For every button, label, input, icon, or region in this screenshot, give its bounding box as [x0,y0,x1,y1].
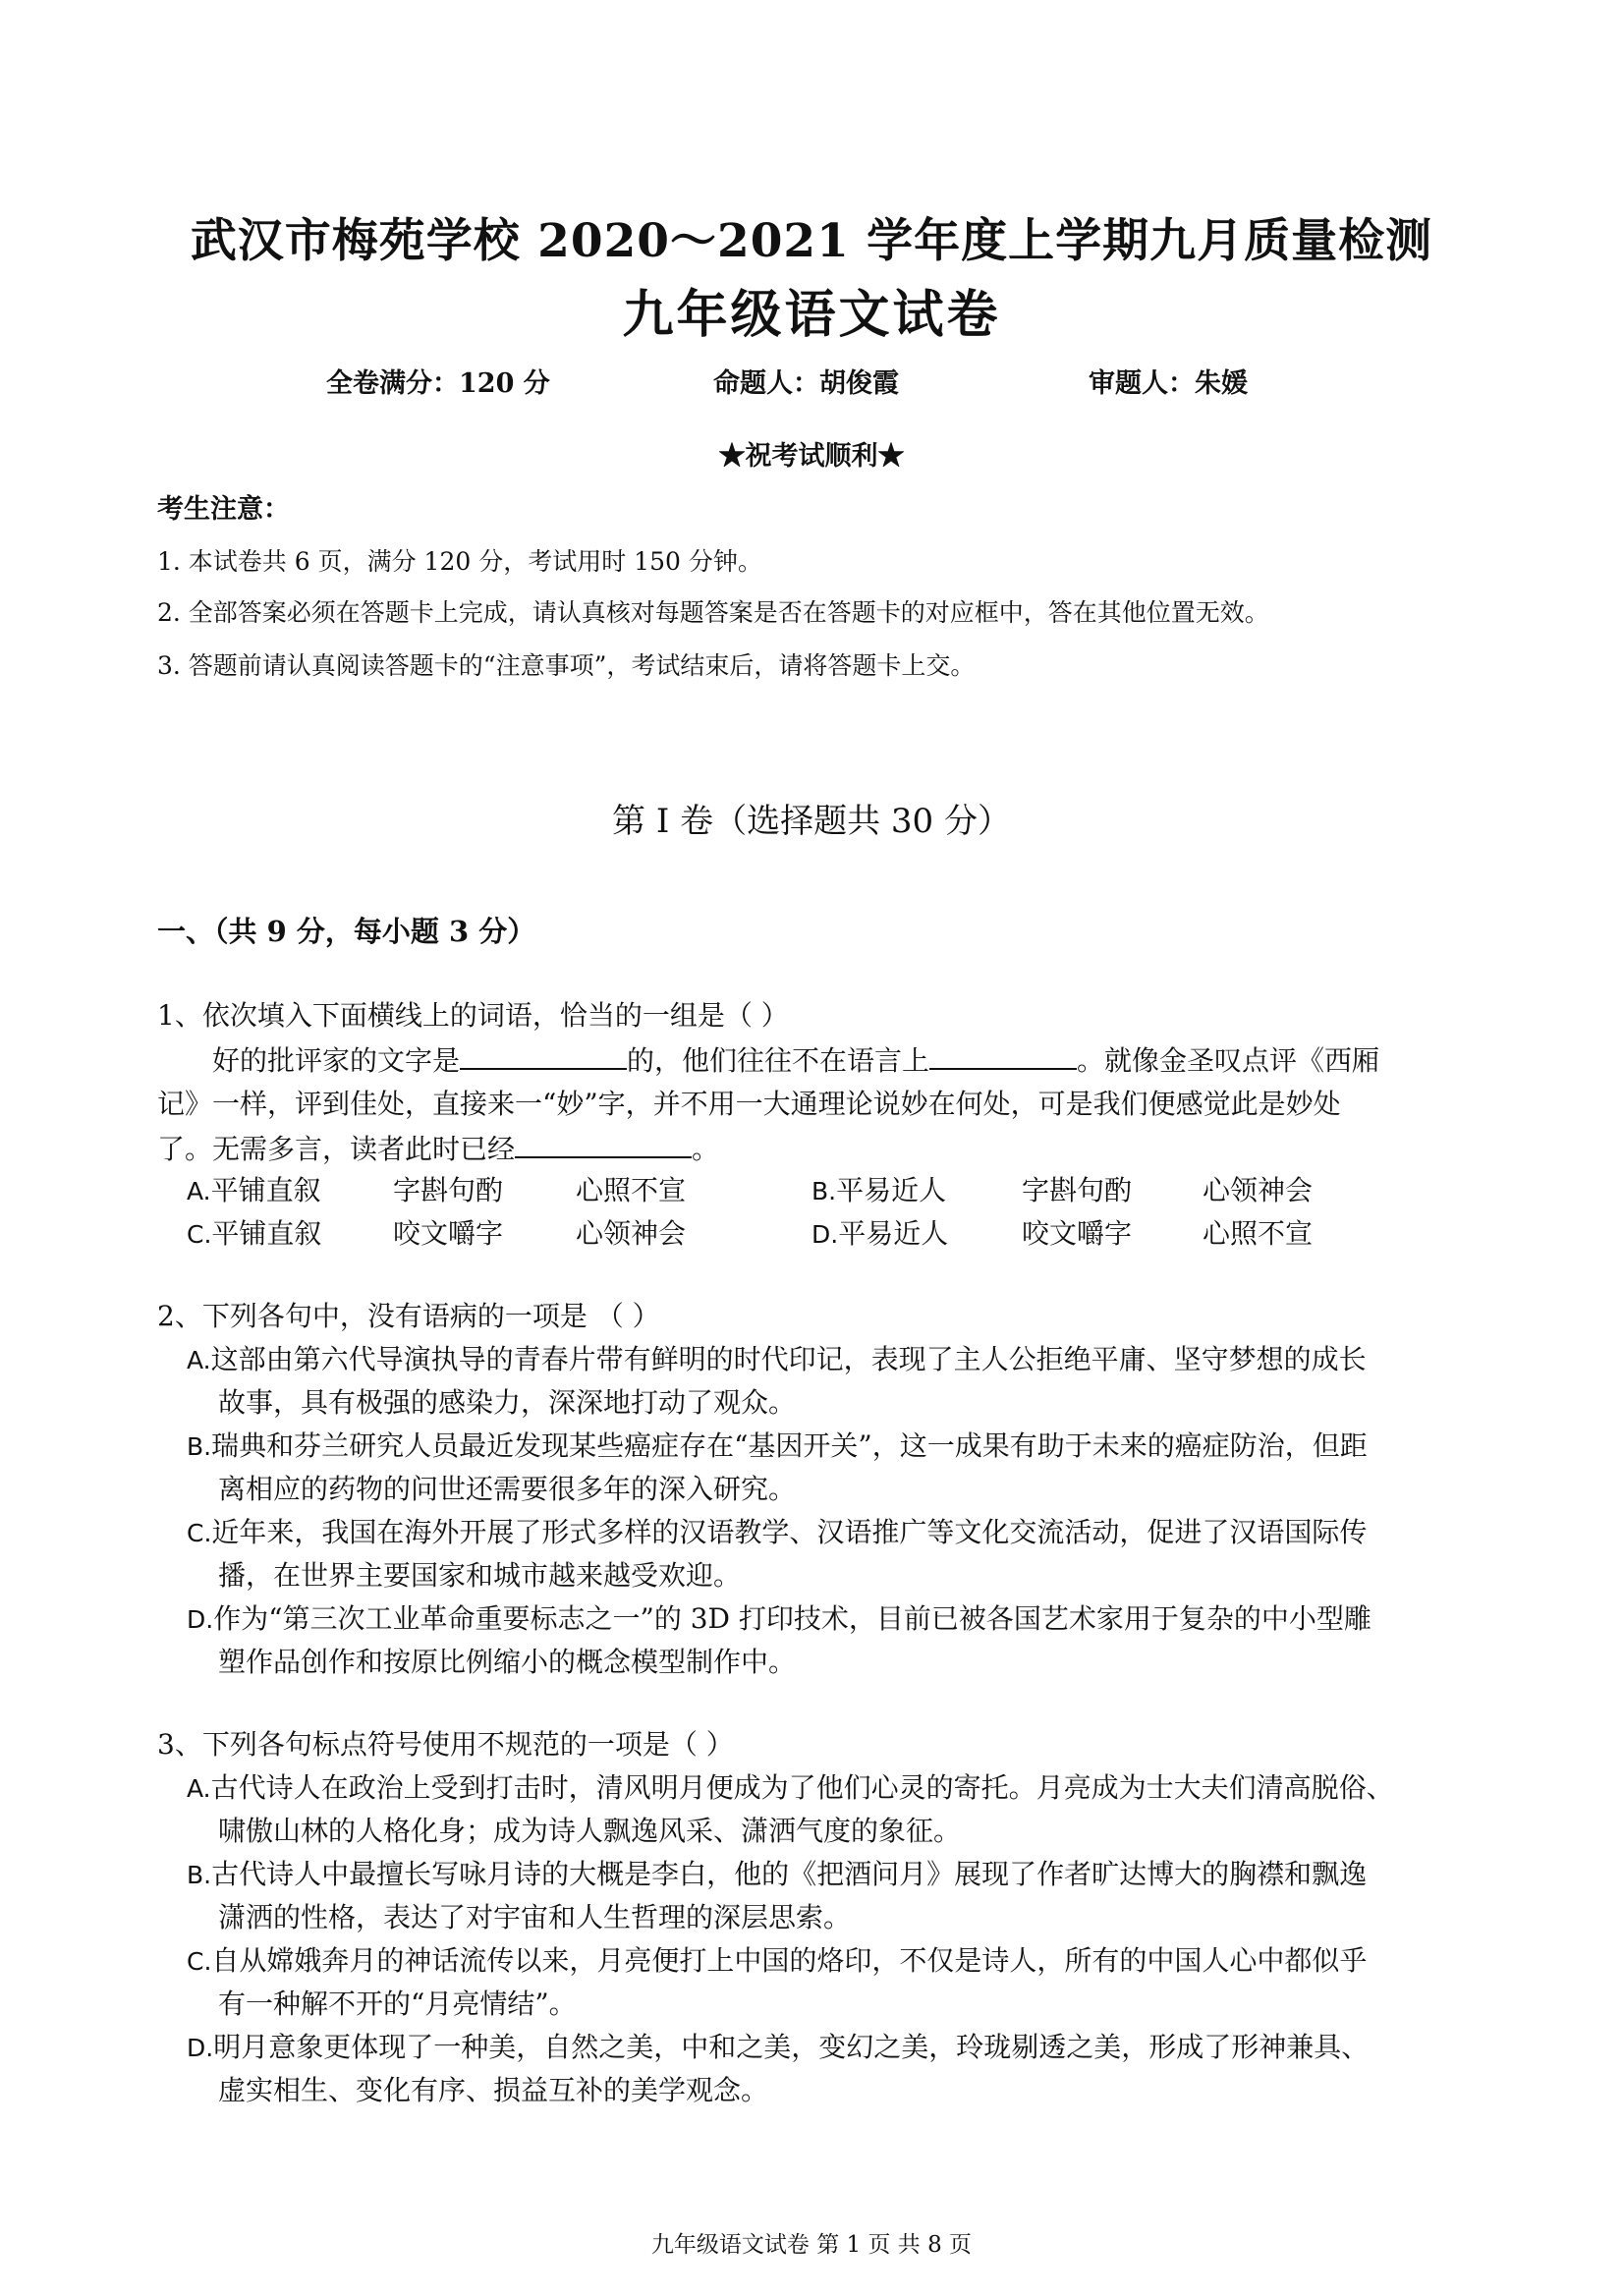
option-word: 咬文嚼字 [1022,1217,1133,1250]
option-label: A. [187,1346,211,1374]
option-text-cont: 有一种解不开的“月亮情结”。 [218,1988,577,2020]
option-text-cont: 虚实相生、变化有序、损益互补的美学观念。 [218,2074,769,2106]
option-word: 字斟句酌 [1022,1174,1133,1206]
option-text-cont: 播，在世界主要国家和城市越来越受欢迎。 [218,1559,742,1592]
q1-passage-line2: 记》一样，评到佳处，直接来一“妙”字，并不用一大通理论说妙在何处，可是我们便感觉此是妙处 [157,1088,1341,1120]
q1-blank-2 [929,1037,1077,1070]
exam-title: 武汉市梅苑学校 2020～2021 学年度上学期九月质量检测 [190,214,1433,268]
q3-option-d [187,2026,1369,2065]
notice-heading: 考生注意： [157,494,290,525]
option-word: 平铺直叙 [210,1174,321,1206]
option-label: A. [187,1177,211,1205]
option-word: 咬文嚼字 [393,1217,504,1250]
option-word: 平易近人 [836,1174,947,1206]
q1-option-a [187,1169,321,1208]
option-text: 瑞典和芬兰研究人员最近发现某些癌症存在“基因开关”，这一成果有助于未来的癌症防治，但距 [211,1429,1368,1462]
option-label: D. [187,1605,214,1634]
option-text: 作为“第三次工业革命重要标志之一”的 3D 打印技术，目前已被各国艺术家用于复杂的中小型雕 [213,1602,1371,1635]
q1-option-c [187,1212,321,1252]
option-word: 心照不宣 [1203,1217,1314,1250]
q1-blank-1 [460,1037,627,1070]
option-label: B. [812,1177,837,1205]
q1-passage-line3 [157,1126,719,1167]
option-word: 平易近人 [838,1217,949,1250]
q1-text-a: 好的批评家的文字是 [212,1043,461,1077]
option-text: 近年来，我国在海外开展了形式多样的汉语教学、汉语推广等文化交流活动，促进了汉语国际传 [211,1516,1368,1548]
q2-option-d [187,1597,1371,1637]
option-label: D. [812,1220,839,1249]
q1-option-b [812,1169,946,1208]
option-text-cont: 故事，具有极强的感染力，深深地打动了观众。 [218,1386,797,1419]
option-label: D. [187,2034,214,2062]
part-heading: 一、（共 9 分，每小题 3 分） [157,915,536,948]
q2-option-a [187,1338,1367,1377]
q1-blank-3 [515,1126,692,1158]
q1-stem: 1、依次填入下面横线上的词语，恰当的一组是（ ） [157,999,789,1032]
q2-option-b [187,1425,1368,1464]
option-word: 平铺直叙 [211,1217,322,1250]
q1-text-b: 的，他们往往不在语言上 [627,1043,930,1077]
option-label: C. [187,1947,212,1976]
option-label: C. [187,1220,212,1249]
option-text: 自从嫦娥奔月的神话流传以来，月亮便打上中国的烙印，不仅是诗人，所有的中国人心中都似乎 [211,1944,1368,1977]
q2-stem: 2、下列各句中，没有语病的一项是 （ ） [157,1300,660,1332]
option-word: 字斟句酌 [393,1174,504,1206]
option-word: 心领神会 [576,1217,687,1250]
option-label: B. [187,1861,212,1889]
q3-option-c [187,1939,1367,1979]
section-title: 第 I 卷（选择题共 30 分） [612,802,1011,841]
q3-option-a [187,1766,1394,1806]
exam-subtitle: 九年级语文试卷 [622,285,1001,345]
q2-option-c [187,1511,1367,1550]
option-word: 心领神会 [1203,1174,1314,1206]
page-footer: 九年级语文试卷 第 1 页 共 8 页 [650,2232,973,2258]
option-text-cont: 离相应的药物的问世还需要很多年的深入研究。 [218,1473,797,1505]
question-reviewer: 审题人：朱媛 [1089,368,1248,399]
option-text-cont: 啸傲山林的人格化身；成为诗人飘逸风采、潇洒气度的象征。 [218,1815,962,1847]
q1-passage-line1 [212,1037,1379,1079]
question-setter: 命题人：胡俊霞 [713,368,899,399]
option-text: 这部由第六代导演执导的青春片带有鲜明的时代印记，表现了主人公拒绝平庸、坚守梦想的成长 [210,1343,1367,1375]
notice-item-1: 1. 本试卷共 6 页，满分 120 分，考试用时 150 分钟。 [157,547,762,576]
q1-text-c: 。就像金圣叹点评《西厢 [1077,1043,1380,1077]
notice-item-3: 3. 答题前请认真阅读答题卡的“注意事项”，考试结束后，请将答题卡上交。 [157,651,976,680]
option-word: 心照不宣 [576,1174,687,1206]
good-luck-text: ★祝考试顺利★ [718,441,905,472]
notice-item-2: 2. 全部答案必须在答题卡上完成，请认真核对每题答案是否在答题卡的对应框中，答在其他位置无效。 [157,598,1269,627]
q1-text-line3-a: 了。无需多言，读者此时已经 [157,1132,516,1165]
q3-option-b [187,1853,1367,1892]
full-score: 全卷满分：120 分 [326,368,550,399]
option-text-cont: 潇洒的性格，表达了对宇宙和人生哲理的深层思索。 [218,1901,852,1933]
option-label: B. [187,1432,212,1461]
option-text: 古代诗人在政治上受到打击时，清风明月便成为了他们心灵的寄托。月亮成为士大夫们清高脱俗、 [210,1771,1394,1804]
option-text: 明月意象更体现了一种美，自然之美，中和之美，变幻之美，玲珑剔透之美，形成了形神兼具、 [213,2031,1370,2063]
option-text: 古代诗人中最擅长写咏月诗的大概是李白，他的《把酒问月》展现了作者旷达博大的胸襟和飘逸 [211,1858,1368,1890]
q1-text-line3-b: 。 [692,1132,720,1165]
option-text-cont: 塑作品创作和按原比例缩小的概念模型制作中。 [218,1646,797,1678]
q3-stem: 3、下列各句标点符号使用不规范的一项是（ ） [157,1728,734,1761]
option-label: A. [187,1774,211,1803]
option-label: C. [187,1519,212,1547]
q1-option-d [812,1212,948,1252]
